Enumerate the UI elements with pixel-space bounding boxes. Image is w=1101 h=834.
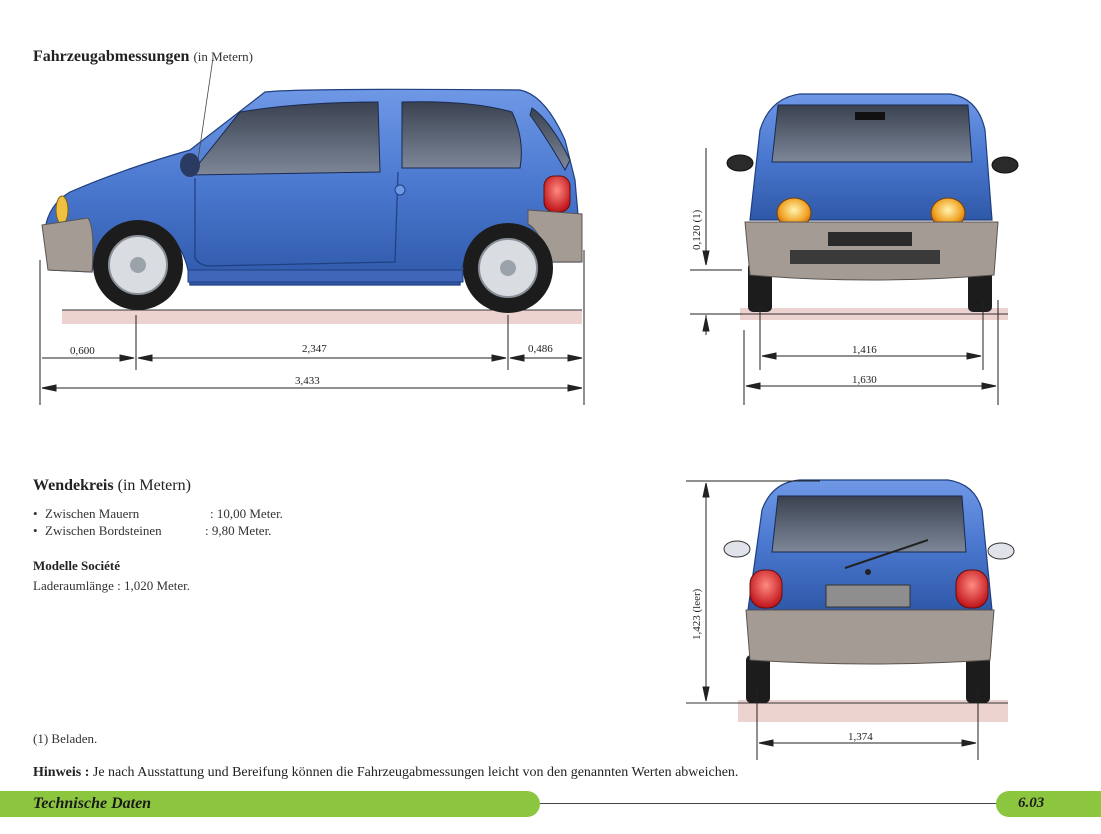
cargo-length: Laderaumlänge : 1,020 Meter. xyxy=(33,578,191,593)
turning-item-curbs xyxy=(33,523,272,539)
note xyxy=(33,765,738,781)
page-number: 6.03 xyxy=(1018,795,1045,811)
footnote: (1) Beladen. xyxy=(33,731,98,746)
turning-item-value: : 9,80 Meter. xyxy=(205,523,272,538)
note-label: Hinweis : xyxy=(33,765,90,780)
front-view-car xyxy=(705,94,1018,320)
bullet-icon: • xyxy=(33,523,38,538)
page-title xyxy=(33,48,253,66)
footer-section-title: Technische Daten xyxy=(33,795,152,812)
societe-heading: Modelle Société xyxy=(33,558,120,573)
title-unit: (in Metern) xyxy=(193,49,254,64)
dim-height: 1,423 (leer) xyxy=(691,588,703,640)
footer-divider xyxy=(540,803,1000,804)
side-view-car xyxy=(42,58,582,324)
note-text: Je nach Ausstattung und Bereifung können die Fahrzeugabmessungen leicht von den genannten Werten abweichen. xyxy=(92,765,739,780)
rear-view-car xyxy=(686,480,1014,722)
dim-front-overhang: 0,600 xyxy=(70,345,95,357)
dim-width: 1,630 xyxy=(852,374,877,386)
turning-item-value: : 10,00 Meter. xyxy=(210,506,283,521)
footer-page-bar xyxy=(996,791,1101,817)
dim-ground-clearance: 0,120 (1) xyxy=(691,209,703,250)
bullet-icon: • xyxy=(33,506,38,521)
turning-heading-bold: Wendekreis xyxy=(33,477,114,494)
turning-heading xyxy=(33,477,191,495)
dim-rear-track: 1,374 xyxy=(848,731,873,743)
turning-heading-unit: (in Metern) xyxy=(117,477,191,494)
dim-total-length: 3,433 xyxy=(295,375,320,387)
dim-front-track: 1,416 xyxy=(852,344,877,356)
turning-item-label: Zwischen Mauern xyxy=(45,506,140,521)
turning-item-label: Zwischen Bordsteinen xyxy=(45,523,162,538)
dim-wheelbase: 2,347 xyxy=(302,343,327,355)
title-bold: Fahrzeugabmessungen xyxy=(33,48,190,65)
dim-rear-overhang: 0,486 xyxy=(528,343,553,355)
turning-item-walls xyxy=(33,506,283,522)
